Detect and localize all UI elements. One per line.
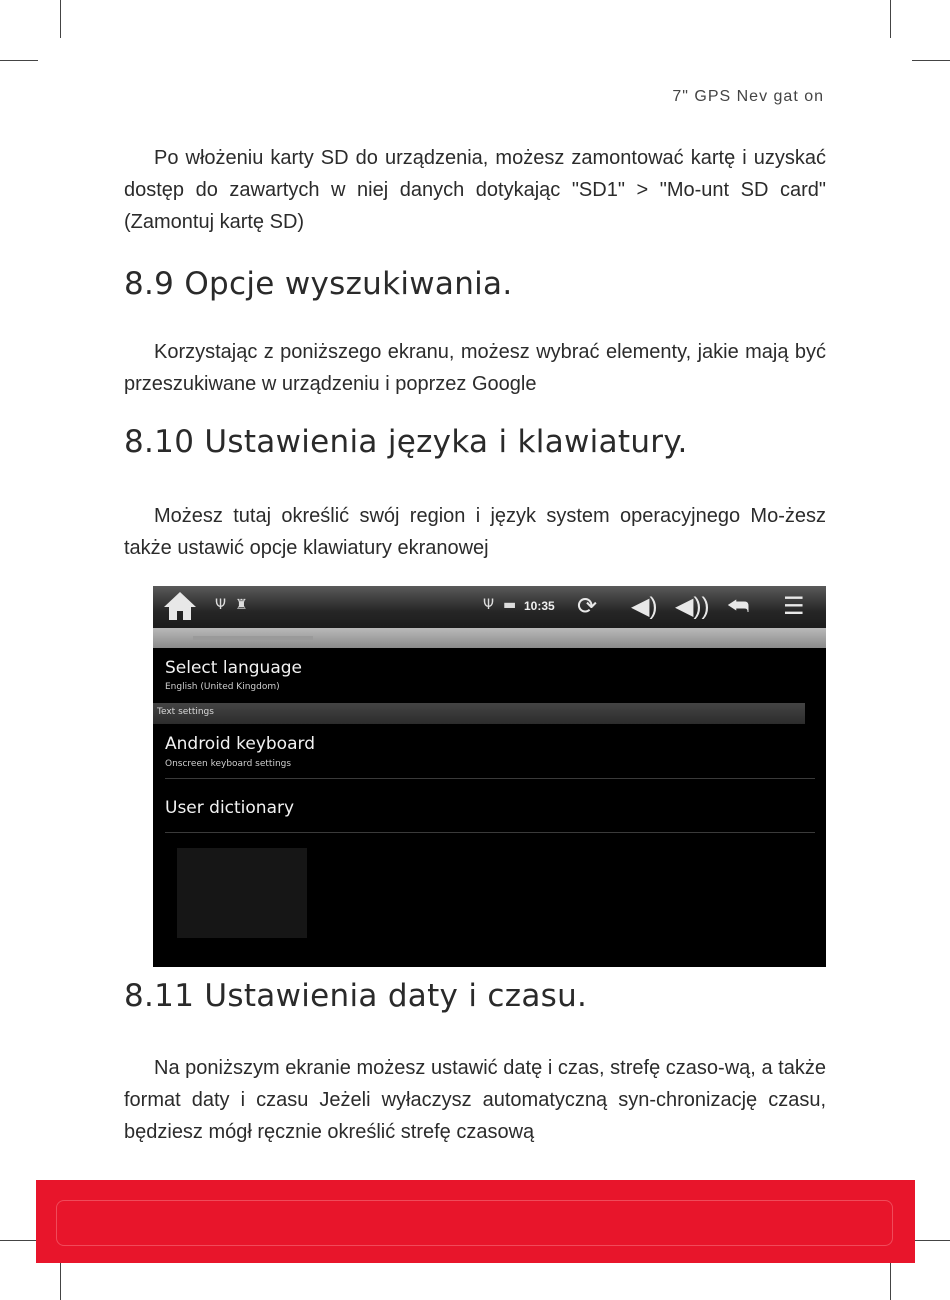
android-screenshot bbox=[153, 586, 826, 967]
divider bbox=[165, 832, 815, 833]
status-time: 10:35 bbox=[524, 599, 555, 613]
refresh-icon[interactable]: ⟳ bbox=[577, 593, 598, 620]
crop-mark bbox=[60, 0, 61, 38]
pref-summary: Onscreen keyboard settings bbox=[165, 759, 292, 769]
crop-mark bbox=[890, 0, 891, 38]
pref-title: User dictionary bbox=[165, 798, 295, 818]
title-bar bbox=[153, 628, 826, 648]
footer-inner-frame bbox=[56, 1200, 893, 1246]
heading-date-time: 8.11 Ustawienia daty i czasu. bbox=[124, 978, 588, 1014]
pref-title: Android keyboard bbox=[165, 734, 315, 754]
battery-icon: ▬ bbox=[503, 597, 517, 613]
android-debug-icon: ♜ bbox=[235, 597, 248, 613]
crop-mark bbox=[912, 1240, 950, 1241]
heading-language-keyboard: 8.10 Ustawienia języka i klawiatury. bbox=[124, 424, 688, 460]
pref-title: Select language bbox=[165, 658, 302, 678]
signal-icon: Ψ bbox=[483, 597, 495, 613]
blurred-area bbox=[177, 848, 307, 938]
heading-search-options: 8.9 Opcje wyszukiwania. bbox=[124, 266, 513, 302]
category-label: Text settings bbox=[157, 707, 214, 717]
back-icon[interactable]: ⮪ bbox=[727, 593, 750, 620]
paragraph-language-keyboard: Możesz tutaj określić swój region i język system operacyjnego Mo-żesz także ustawić opcje klawiatury ekranowej bbox=[124, 505, 826, 559]
menu-icon[interactable]: ☰ bbox=[783, 593, 805, 620]
home-icon[interactable] bbox=[161, 589, 199, 631]
footer-band bbox=[36, 1180, 915, 1263]
paragraph-search-options: Korzystając z poniższego ekranu, możesz wybrać elementy, jakie mają być przeszukiwane w urządzeniu i poprzez Google bbox=[124, 341, 826, 395]
running-header: 7" GPS Nev gat on bbox=[672, 88, 824, 105]
paragraph-date-time: Na poniższym ekranie możesz ustawić datę i czas, strefę czaso-wą, a także format daty i czasu Jeżeli wyłaczysz automatyczną syn-chronizację czasu, będziesz mógł ręcznie określić strefę czasową bbox=[124, 1057, 826, 1143]
volume-down-icon[interactable]: ◀) bbox=[631, 593, 658, 620]
divider bbox=[165, 778, 815, 779]
crop-mark bbox=[60, 1262, 61, 1300]
paragraph-sd-card: Po włożeniu karty SD do urządzenia, możesz zamontować kartę i uzyskać dostęp do zawartych w niej danych dotykając "SD1" > "Mo-unt SD card" (Zamontuj kartę SD) bbox=[124, 147, 826, 233]
crop-mark bbox=[0, 1240, 38, 1241]
crop-mark bbox=[912, 60, 950, 61]
status-bar bbox=[153, 586, 826, 628]
usb-icon: Ψ bbox=[215, 597, 227, 613]
volume-up-icon[interactable]: ◀)) bbox=[675, 593, 710, 620]
category-text-settings bbox=[153, 703, 805, 724]
pref-summary: English (United Kingdom) bbox=[165, 682, 280, 692]
crop-mark bbox=[0, 60, 38, 61]
crop-mark bbox=[890, 1262, 891, 1300]
